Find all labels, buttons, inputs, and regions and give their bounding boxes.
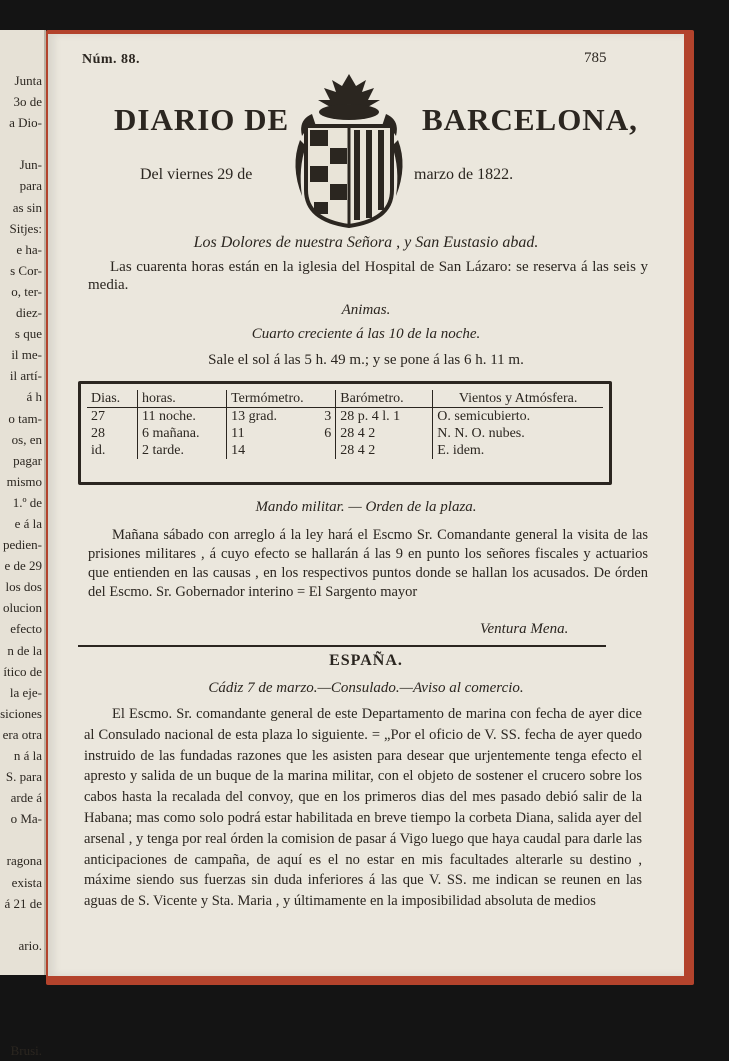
issue-date-left: Del viernes 29 de	[140, 166, 253, 183]
left-page-line: á h	[26, 389, 42, 405]
left-page-line	[0, 977, 42, 998]
table-cell: 28 4 2	[336, 442, 433, 459]
left-page-line: siciones	[0, 705, 42, 721]
left-page-line: e de 29	[4, 558, 42, 574]
left-page-line: os, en	[11, 431, 42, 447]
left-page-line: pagar	[13, 452, 42, 468]
table-row	[87, 442, 603, 459]
issue-number: Núm. 88.	[82, 52, 141, 67]
table-cell: N. N. O. nubes.	[437, 426, 525, 441]
left-page-line: a Dio-	[9, 115, 42, 131]
left-page-line	[0, 956, 42, 977]
table-cell: id.	[87, 442, 137, 459]
table-cell: 14	[231, 443, 246, 458]
table-cell: 6	[312, 425, 336, 442]
military-heading: Mando militar. — Orden de la plaza.	[255, 499, 477, 515]
section-title: ESPAÑA.	[329, 652, 403, 669]
animas-heading: Animas.	[341, 302, 391, 318]
military-order-text: Mañana sábado con arreglo á la ley hará el Escmo Sr. Comandante general la visita de las prisiones militares , á cuyo efecto se hallarán á las 9 en punto los señores fiscales y actuarios que entienden en las causas , en los respectivos puntos donde se hallan los acusados. De órden del Escmo. Sr. Gobernador interino = El Sargento mayor	[88, 527, 648, 600]
left-page-line: ítico de	[3, 663, 42, 679]
weather-table	[78, 381, 612, 485]
table-cell	[312, 442, 336, 459]
left-page-line: para	[19, 178, 42, 194]
left-page-line: mismo	[6, 473, 42, 489]
table-row	[87, 425, 603, 442]
table-cell: 11 noche.	[137, 408, 226, 426]
left-page-line	[0, 133, 42, 154]
left-facing-page	[0, 30, 46, 1059]
left-page-line: o tam-	[8, 410, 42, 426]
table-row	[87, 408, 603, 426]
left-page-line: n á la	[13, 748, 42, 763]
left-page-line: Sitjes:	[9, 220, 42, 236]
table-cell: 3	[312, 408, 336, 426]
page-number: 785	[584, 50, 607, 66]
left-page-line: as sin	[12, 199, 42, 215]
left-page-line: il me-	[11, 347, 42, 363]
column-header: Termómetro.	[227, 390, 336, 408]
left-page-line: 1.º de	[12, 494, 42, 510]
table-cell: 28 4 2	[336, 425, 433, 442]
table-cell: 28	[87, 425, 137, 442]
column-header: Vientos y Atmósfera.	[433, 390, 603, 408]
left-page-line: á 21 de	[4, 895, 42, 911]
table-cell: E. idem.	[437, 443, 485, 458]
left-page-line: exista	[11, 874, 42, 890]
left-page-line: Jun-	[19, 157, 42, 173]
left-page-line: efecto	[10, 621, 42, 637]
military-signature: Ventura Mena.	[480, 621, 569, 637]
left-page-line: n de la	[7, 642, 42, 658]
left-page-line: la eje-	[9, 684, 42, 700]
left-page-line: era otra	[2, 726, 42, 742]
masthead-title-right: BARCELONA,	[422, 102, 638, 137]
sunrise-sunset: Sale el sol á las 5 h. 49 m.; y se pone á las 6 h. 11 m.	[208, 352, 524, 368]
left-page-line: il artí-	[9, 368, 42, 384]
left-page-line: arde á	[10, 790, 42, 806]
left-page-line	[0, 829, 42, 850]
left-page-line: diez-	[16, 305, 42, 321]
left-page-line	[0, 914, 42, 935]
column-header: Barómetro.	[336, 390, 433, 408]
table-cell: 13 grad.	[231, 409, 277, 424]
article-paragraph: El Escmo. Sr. comandante general de este Departamento de marina con fecha de ayer dice al Consulado nacional de esta plaza lo siguiente. = „Por el oficio de V. SS. fecha de ayer quedo instruido de las fundadas razones que les asisten para desear que urjentemente tenga efecto el apresto y salida de un buque de la marina militar, con el objeto de sostener el crucero sobre los cabos hasta la recalada del convoy, que en los primeros dias del mes pasado debió salir de la Habana; mas como solo podrá estar habilitada en breve tiempo la corbeta Diana, salida ayer del arsenal , y tenga por real órden la comision de pasar á Vigo luego que haya caudal para darle las anticipaciones de campaña, de aquí es el no estar en mis facultades alterarle su destino , máxime siendo sus fuerzas sin duda inferiores á las que V. SS. me indican se reunen en las aguas de S. Vicente y Sta. Maria , y últimamente en la imposibilidad absoluta de medios	[84, 706, 642, 910]
newspaper-page	[48, 34, 684, 976]
left-page-line: 3o de	[13, 94, 42, 110]
column-header: Dias.	[87, 390, 137, 408]
column-header: horas.	[137, 390, 226, 408]
left-page-line: pedien-	[3, 537, 42, 553]
left-page-line: ragona	[6, 853, 42, 869]
left-page-line	[0, 1019, 42, 1040]
left-page-line: e ha-	[16, 241, 42, 257]
table-cell: 2 tarde.	[137, 442, 226, 459]
saints-of-the-day: Los Dolores de nuestra Señora , y San Eustasio abad.	[193, 234, 539, 251]
left-page-line: S. para	[5, 769, 42, 785]
article-body	[84, 704, 642, 912]
table-cell: 11	[231, 426, 245, 441]
left-page-text	[0, 70, 42, 1061]
left-page-line	[0, 998, 42, 1019]
masthead-title-left: DIARIO DE	[114, 102, 290, 137]
moon-phase: Cuarto creciente á las 10 de la noche.	[251, 326, 481, 342]
table-cell: 28 p. 4 l. 1	[336, 408, 433, 426]
left-page-line: Brusi.	[10, 1043, 42, 1059]
table-cell: 6 mañana.	[137, 425, 226, 442]
left-page-line: olucion	[3, 600, 42, 616]
section-dateline: Cádiz 7 de marzo.—Consulado.—Aviso al comercio.	[208, 680, 524, 696]
left-page-line: o, ter-	[11, 283, 42, 299]
left-page-line: Junta	[14, 73, 42, 88]
section-divider	[78, 645, 606, 647]
left-page-line: o Ma-	[10, 811, 42, 827]
coat-of-arms-icon	[288, 70, 410, 230]
table-cell: O. semicubierto.	[437, 409, 531, 424]
table-cell: 27	[87, 408, 137, 426]
forty-hours-notice: Las cuarenta horas están en la iglesia del Hospital de San Lázaro: se reserva á las seis y media.	[88, 259, 648, 293]
left-page-line: ario.	[18, 937, 42, 953]
issue-date-right: marzo de 1822.	[414, 166, 514, 183]
left-page-line: e á la	[14, 515, 42, 531]
left-page-line: los dos	[5, 579, 42, 595]
left-page-line: s Cor-	[10, 262, 42, 278]
left-page-line: s que	[14, 326, 42, 342]
